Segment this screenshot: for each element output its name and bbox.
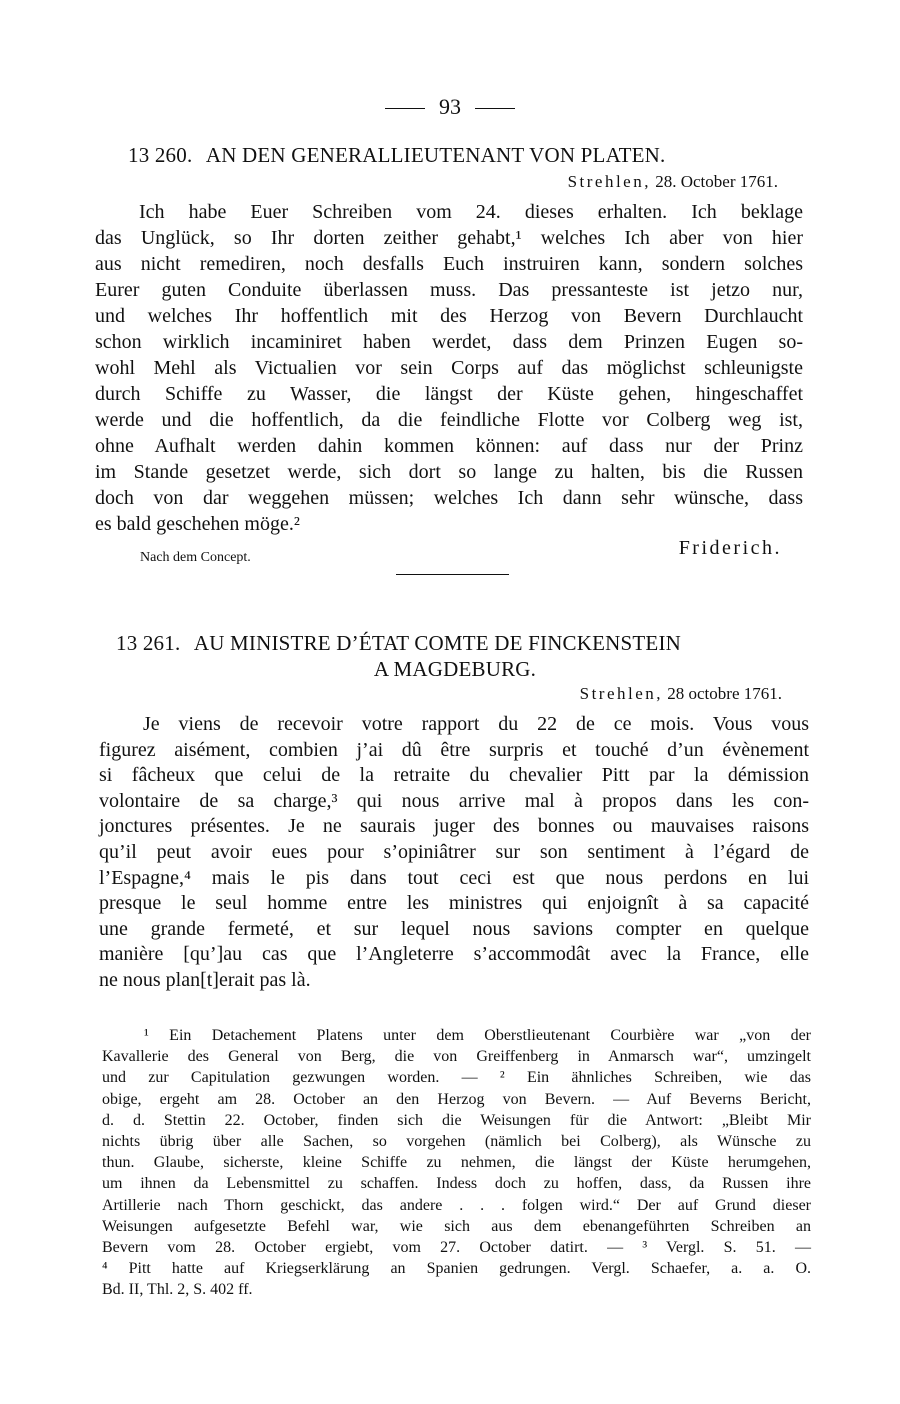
doc1-paragraph-line: werde und die hoffentlich, da die feindliche Flotte vor Colberg weg ist, xyxy=(95,409,803,431)
section-divider xyxy=(396,574,509,575)
doc1-number: 13 260. xyxy=(128,143,193,167)
doc2-title-line2: A MAGDEBURG. xyxy=(373,657,537,681)
doc2-dateline xyxy=(580,684,782,704)
header-rule-left xyxy=(385,108,425,109)
doc2-paragraph-line: Je viens de recevoir votre rapport du 22 de ce mois. Vous vous xyxy=(143,713,809,735)
footnote-line: ¹ Ein Detachement Platens unter dem Oberstlieutenant Courbière war „von der xyxy=(144,1027,811,1044)
doc1-paragraph-line: es bald geschehen möge.² xyxy=(95,513,300,535)
doc1-paragraph-line: Eurer guten Conduite überlassen muss. Das pressanteste ist jetzo nur, xyxy=(95,279,803,301)
page-number: 93 xyxy=(439,94,461,119)
footnote-line: nichts übrig über alle Sachen, so vorgehen (nämlich bei Colberg), als Wünsche zu xyxy=(102,1133,811,1150)
page-header xyxy=(0,94,900,120)
doc1-dateline xyxy=(568,172,778,192)
doc2-number: 13 261. xyxy=(116,631,181,655)
doc2-paragraph-line: l’Espagne,⁴ mais le pis dans tout ceci est que nous perdons en lui xyxy=(99,866,809,889)
doc2-title-line1: AU MINISTRE D’ÉTAT COMTE DE FINCKENSTEIN xyxy=(193,631,682,655)
footnote-line: obige, ergeht am 28. October an den Herzog von Bevern. — Auf Beverns Bericht, xyxy=(102,1090,811,1108)
doc2-paragraph-line: qu’il peut avoir eues pour s’opiniâtrer sur son sentiment à l’égard de xyxy=(99,841,809,863)
doc2-paragraph-line: volontaire de sa charge,³ qui nous arrive mal à propos dans les con- xyxy=(99,789,809,812)
footnote-line: Bevern vom 28. October ergiebt, vom 27. October datirt. — ³ Vergl. S. 51. — xyxy=(102,1239,811,1256)
footnote-line: Weisungen aufgesetzte Befehl war, wie sich aus dem ebenangeführten Schreiben an xyxy=(102,1217,811,1235)
doc1-paragraph-line: wohl Mehl als Victualien vor sein Corps auf das möglichst schleunigste xyxy=(95,357,803,379)
doc1-paragraph-line: Ich habe Euer Schreiben vom 24. dieses erhalten. Ich beklage xyxy=(139,201,803,223)
doc1-title: AN DEN GENERALLIEUTENANT VON PLATEN. xyxy=(205,143,666,167)
doc1-paragraph-line: ohne Aufhalt werden dahin kommen können: auf dass nur der Prinz xyxy=(95,435,803,457)
doc2-paragraph-line: une grande fermeté, et sur lequel nous savions compter en quelque xyxy=(99,917,809,940)
doc2-date: 28 octobre 1761. xyxy=(667,684,782,703)
doc2-paragraph-line: figurez aisément, combien j’ai dû être surpris et touché d’un évènement xyxy=(99,738,809,761)
doc2-paragraph-line: presque le seul homme entre les ministres qui enjoignît à sa capacité xyxy=(99,892,809,915)
doc2-place: Strehlen, xyxy=(579,684,664,703)
doc1-place: Strehlen, xyxy=(567,172,651,191)
footnote-line: Artillerie nach Thorn geschickt, das andere . . . folgen wird.“ Der auf Grund dieser xyxy=(102,1196,811,1214)
header-rule-right xyxy=(475,108,515,109)
doc1-date: 28. October 1761. xyxy=(655,172,778,191)
doc1-source-note: Nach dem Concept. xyxy=(140,550,251,565)
doc1-paragraph-line: doch von dar weggehen müssen; welches Ich dann sehr wünsche, dass xyxy=(95,487,803,509)
footnote-line: und zur Capitulation gezwungen worden. — ² Ein ähnliches Schreiben, wie das xyxy=(102,1069,811,1087)
doc2-paragraph-line: manière [qu’]au cas que l’Angleterre s’accommodât avec la France, elle xyxy=(99,943,809,966)
footnote-line: Kavallerie des General von Berg, die von Greiffenberg in Anmarsch war“, umzingelt xyxy=(102,1048,811,1066)
doc1-paragraph-line: im Stande gesetzet werde, sich dort so lange zu halten, bis die Russen xyxy=(95,461,803,483)
footnote-line: um ihnen da Lebensmittel zu schaffen. Indess doch zu hoffen, dass, da Russen ihre xyxy=(102,1175,811,1193)
doc1-paragraph-line: das Unglück, so Ihr dorten zeither gehabt,¹ welches Ich aber von hier xyxy=(95,227,803,249)
doc2-heading xyxy=(116,631,681,656)
footnote-line: d. d. Stettin 22. October, finden sich die Weisungen für die Antwort: „Bleibt Mir xyxy=(102,1111,811,1129)
doc2-paragraph-line: si fâcheux que celui de la retraite du chevalier Pitt par la démission xyxy=(99,764,809,787)
doc1-paragraph-line: und welches Ihr hoffentlich mit des Herzog von Bevern Durchlaucht xyxy=(95,305,803,327)
doc2-paragraph-line: jonctures présentes. Je ne saurais juger des bonnes ou mauvaises raisons xyxy=(99,815,809,838)
doc2-paragraph-line: ne nous plan[t]erait pas là. xyxy=(99,969,311,991)
footnote-line: thun. Glaube, sicherste, kleine Schiffe zu nehmen, die längst der Küste herumgehen, xyxy=(102,1154,811,1172)
doc1-paragraph-line: aus nicht remediren, noch desfalls Euch instruiren kann, sondern solches xyxy=(95,253,803,275)
footnote-line: ⁴ Pitt hatte auf Kriegserklärung an Spanien gedrungen. Vergl. Schaefer, a. a. O. xyxy=(102,1260,811,1278)
doc1-paragraph-line: durch Schiffe zu Wasser, die längst der Küste gehen, hingeschaffet xyxy=(95,383,803,405)
footnote-line: Bd. II, Thl. 2, S. 402 ff. xyxy=(102,1281,253,1299)
doc1-paragraph-line: schon wirklich incaminiret haben werdet, dass dem Prinzen Eugen so- xyxy=(95,331,803,353)
doc1-signature: Friderich. xyxy=(678,537,782,559)
doc1-heading xyxy=(128,143,665,168)
